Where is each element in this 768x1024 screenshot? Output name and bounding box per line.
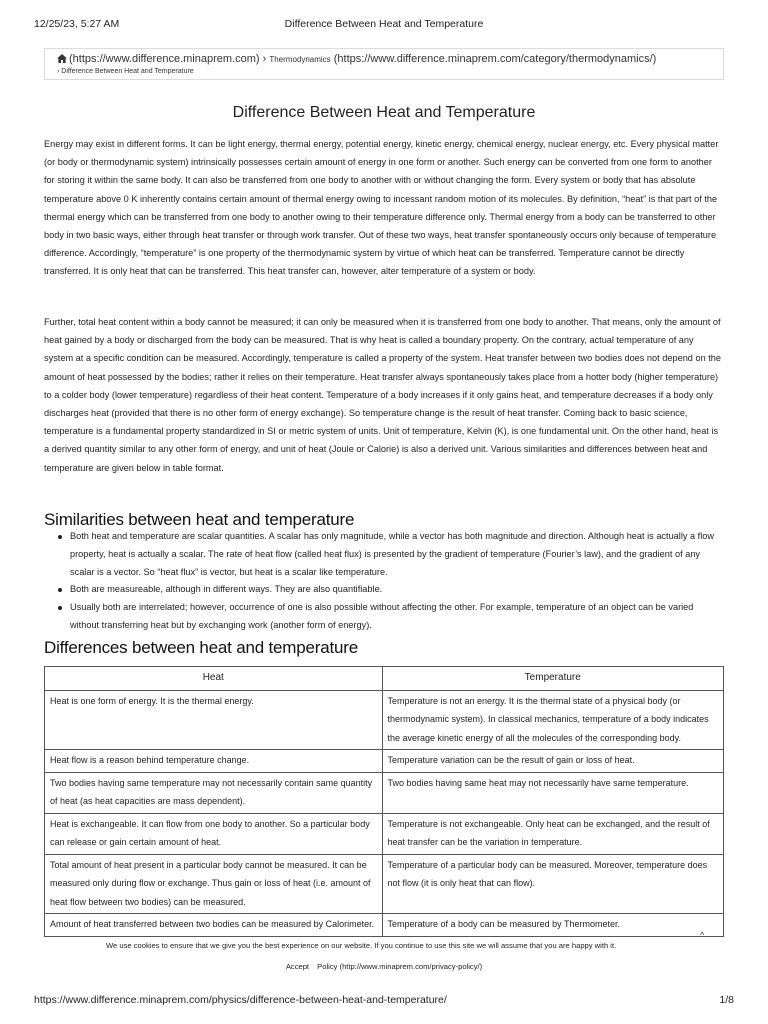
list-item: Usually both are interrelated; however, occurrence of one is also possible without affecting the other. For example, temperature of an object can be varied without transferring heat but by exchanging work (another form of energy). [44,599,724,635]
breadcrumb [44,48,724,80]
breadcrumb-category-url: (https://www.difference.minaprem.com/category/thermodynamics/) [333,53,657,65]
list-item: Both heat and temperature are scalar quantities. A scalar has only magnitude, while a vector has both magnitude and direction. Although heat is actually a flow property, heat is actually a scalar. The rate of heat flow (called heat flux) is presented by the gradient of temperature (Fourier’s law), and the gradient of any scalar is a vector. So “heat flux” is vector, but heat is a scalar like temperature. [44,528,724,581]
cookie-policy-link[interactable]: Policy (http://www.minaprem.com/privacy-policy/) [317,962,483,971]
breadcrumb-separator: › [262,53,267,65]
print-doc-title: Difference Between Heat and Temperature [284,18,484,30]
breadcrumb-current: › Difference Between Heat and Temperature [57,68,194,75]
breadcrumb-home-link[interactable] [57,53,263,65]
intro-paragraph: Energy may exist in different forms. It can be light energy, thermal energy, potential energy, kinetic energy, chemical energy, nuclear energy, etc. Every physical matter (or body or thermodynamic system) intrinsically possesses certain amount of energy in one form or another. Such energy can be converted from one form to another for storing it within the same body. It can also be transferred from one body to another with or without changing the form. Every system or body that has absolute temperature above 0 K inherently contains certain amount of thermal energy owing to incessant random motion of its molecules. By definition, “heat” is that part of the thermal energy which can be transferred from one body to another owing to their temperature difference only. Thermal energy from a body can be transferred to other body in two basic ways, either through heat transfer or through work transfer. Out of these two ways, heat transfer spontaneously occurs only because of temperature difference. Accordingly, “temperature” is one property of the thermodynamic system by virtue of which heat can be transferred. Temperature cannot be directly transferred. It is only heat that can be transferred. This heat transfer can, however, alter temperature of a system or body. [44,139,719,277]
print-url: https://www.difference.minaprem.com/physics/difference-between-heat-and-temperature/ [34,994,447,1006]
cookie-accept-button[interactable]: Accept [285,962,310,971]
print-header [34,18,734,32]
table-header-row [45,667,724,691]
table-cell: Amount of heat transferred between two bodies can be measured by Calorimeter. [45,914,383,937]
table-row [45,750,724,773]
second-paragraph: Further, total heat content within a body cannot be measured; it can only be measured when it is transferred from one body to another. That means, only the amount of heat gained by a body or discharged from the body can be measured. That is why heat is called a boundary property. On the contrary, actual temperature of any system at a specific condition can be measured. Accordingly, temperature is called a property of the system. Heat transfer between two bodies does not depend on the amount of heat possessed by the bodies; rather it relies on their temperature. Heat transfer always spontaneously takes place from a hotter body (higher temperature) to a colder body (lower temperature) regardless of their heat content. Temperature of a body increases if it only gains heat, and temperature decreases if a body only discharges heat (provided that there is no other form of energy exchange). So temperature change is the result of heat transfer. Coming back to basic science, temperature is a fundamental property standardized in SI or metric system of units. Unit of temperature, Kelvin (K), is one fundamental unit. On the other hand, heat is a derived quantity similar to any other form of energy, and unit of heat (Joule or Calorie) is also a derived unit. Various similarities and differences between heat and temperature are given below in table format. [44,317,722,473]
differences-heading: Differences between heat and temperature [44,638,358,657]
table-row [45,813,724,854]
column-header-temperature: Temperature [382,667,724,691]
table-cell: Temperature is not an energy. It is the thermal state of a physical body (or thermodynamic system). In classical mechanics, temperature of a body indicates the average kinetic energy of all the molecules of the corresponding body. [382,690,724,750]
similarities-list [44,528,724,635]
print-footer [34,994,734,1008]
table-row [45,690,724,750]
table-row [45,772,724,813]
breadcrumb-line [57,53,711,66]
table-row [45,914,724,937]
breadcrumb-category-label: Thermodynamics [269,55,331,64]
table-cell: Heat is one form of energy. It is the thermal energy. [45,690,383,750]
table-cell: Temperature variation can be the result of gain or loss of heat. [382,750,724,773]
print-page-number: 1/8 [719,994,734,1006]
breadcrumb-home-url: (https://www.difference.minaprem.com) [69,53,260,65]
table-cell: Heat flow is a reason behind temperature change. [45,750,383,773]
table-cell: Total amount of heat present in a particular body cannot be measured. It can be measured only during flow or exchange. Thus gain or loss of heat (i.e. amount of heat flow between two bodies) can be measured. [45,854,383,914]
list-item: Both are measureable, although in different ways. They are also quantifiable. [44,581,724,599]
table-cell: Temperature of a particular body can be measured. Moreover, temperature does not flow (it is only heat that can flow). [382,854,724,914]
table-cell: Temperature is not exchangeable. Only heat can be exchanged, and the result of heat transfer can be the variation in temperature. [382,813,724,854]
table-cell: Temperature of a body can be measured by Thermometer. [382,914,724,937]
table-cell: Heat is exchangeable. It can flow from one body to another. So a particular body can release or gain certain amount of heat. [45,813,383,854]
similarities-heading: Similarities between heat and temperature [44,510,355,529]
home-icon [57,54,67,63]
print-datetime: 12/25/23, 5:27 AM [34,18,120,30]
breadcrumb-category-link[interactable] [269,53,656,65]
table-row [45,854,724,914]
scroll-to-top-icon[interactable]: ^ [700,930,705,940]
column-header-heat: Heat [45,667,383,691]
cookie-banner-message: We use cookies to ensure that we give you the best experience on our website. If you continue to use this site we will assume that you are happy with it. [106,941,617,950]
cookie-actions [0,962,768,971]
page-title: Difference Between Heat and Temperature [232,104,536,121]
differences-table [44,666,724,937]
table-cell: Two bodies having same heat may not necessarily have same temperature. [382,772,724,813]
table-cell: Two bodies having same temperature may not necessarily contain same quantity of heat (as heat capacities are mass dependent). [45,772,383,813]
